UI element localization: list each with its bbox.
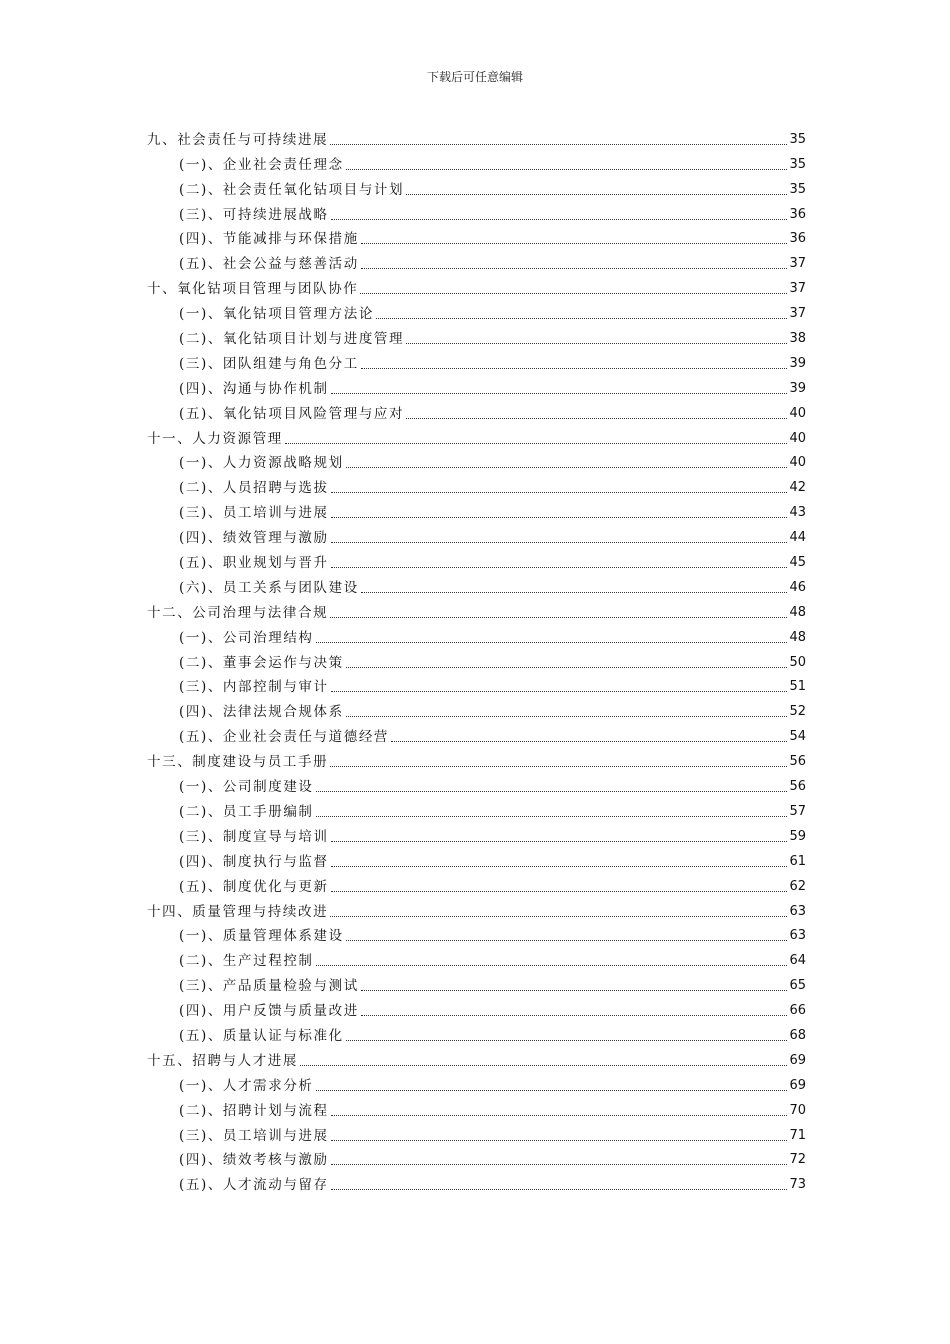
toc-entry-title: (五)、企业社会责任与道德经营 [179,729,390,746]
toc-entry-page-number: 62 [789,878,806,894]
toc-entry-title: (三)、内部控制与审计 [179,679,329,696]
toc-entry-title: (四)、用户反馈与质量改进 [179,1003,359,1020]
toc-entry-title: (一)、人力资源战略规划 [179,455,344,472]
table-of-contents [147,124,806,1194]
toc-entry-page-number: 59 [789,828,806,844]
dot-leader [285,443,788,444]
toc-entry-title: (四)、制度执行与监督 [179,853,329,870]
toc-entry-title: (三)、员工培训与进展 [179,505,329,522]
toc-section-entry[interactable] [147,622,806,647]
toc-entry-title: (三)、制度宣导与培训 [179,828,329,845]
toc-entry-page-number: 63 [789,903,806,919]
dot-leader [406,194,787,195]
toc-entry-page-number: 48 [789,629,806,645]
toc-entry-page-number: 71 [789,1127,806,1143]
dot-leader [331,1115,788,1116]
toc-entry-title: 十、氧化钴项目管理与团队协作 [147,281,359,298]
toc-entry-title: (四)、沟通与协作机制 [179,380,329,397]
toc-entry-title: (五)、社会公益与慈善活动 [179,256,359,273]
toc-section-entry[interactable] [147,1120,806,1145]
toc-entry-title: 十二、公司治理与法律合规 [147,604,329,621]
toc-section-entry[interactable] [147,846,806,871]
toc-entry-title: (二)、氧化钴项目计划与进度管理 [179,331,405,348]
dot-leader [361,368,788,369]
toc-entry-title: (三)、产品质量检验与测试 [179,978,359,995]
toc-entry-title: (三)、可持续进展战略 [179,206,329,223]
toc-entry-title: (六)、员工关系与团队建设 [179,579,359,596]
toc-entry-page-number: 64 [789,953,806,969]
toc-section-entry[interactable] [147,821,806,846]
toc-section-entry[interactable] [147,348,806,373]
toc-entry-title: (五)、人才流动与留存 [179,1177,329,1194]
toc-entry-title: (二)、社会责任氧化钴项目与计划 [179,181,405,198]
toc-section-entry[interactable] [147,472,806,497]
toc-entry-page-number: 73 [789,1177,806,1193]
dot-leader [331,517,788,518]
toc-entry-page-number: 63 [789,928,806,944]
toc-entry-title: (五)、制度优化与更新 [179,878,329,895]
toc-entry-page-number: 40 [789,430,806,446]
dot-leader [361,1015,788,1016]
toc-entry-page-number: 70 [789,1102,806,1118]
toc-entry-page-number: 45 [789,555,806,571]
toc-section-entry[interactable] [147,1070,806,1095]
toc-entry-page-number: 36 [789,206,806,222]
toc-section-entry[interactable] [147,1095,806,1120]
dot-leader [361,990,788,991]
toc-entry-page-number: 36 [789,231,806,247]
toc-entry-title: (一)、企业社会责任理念 [179,156,344,173]
dot-leader [316,642,788,643]
toc-entry-page-number: 37 [789,306,806,322]
toc-entry-title: (二)、生产过程控制 [179,953,314,970]
dot-leader [316,965,788,966]
toc-entry-page-number: 35 [789,131,806,147]
toc-chapter-entry[interactable] [147,124,806,149]
toc-entry-title: (二)、人员招聘与选拔 [179,480,329,497]
dot-leader [331,393,788,394]
dot-leader [360,293,787,294]
dot-leader [331,891,788,892]
page-header: 下载后可任意编辑 [426,70,523,84]
dot-leader [346,467,788,468]
toc-entry-page-number: 39 [789,355,806,371]
toc-entry-page-number: 40 [789,405,806,421]
dot-leader [330,766,787,767]
toc-section-entry[interactable] [147,771,806,796]
toc-entry-page-number: 35 [789,181,806,197]
dot-leader [391,741,787,742]
toc-section-entry[interactable] [147,298,806,323]
dot-leader [316,1090,788,1091]
dot-leader [316,816,788,817]
toc-section-entry[interactable] [147,497,806,522]
toc-entry-page-number: 46 [789,579,806,595]
toc-entry-title: (四)、节能减排与环保措施 [179,231,359,248]
dot-leader [300,1065,787,1066]
toc-entry-page-number: 54 [789,729,806,745]
toc-entry-title: 十五、招聘与人才进展 [147,1052,298,1069]
toc-entry-title: (一)、公司制度建设 [179,779,314,796]
toc-entry-page-number: 69 [789,1052,806,1068]
toc-entry-page-number: 66 [789,1003,806,1019]
toc-chapter-entry[interactable] [147,423,806,448]
dot-leader [331,219,788,220]
toc-section-entry[interactable] [147,547,806,572]
dot-leader [330,916,787,917]
dot-leader [346,169,788,170]
toc-entry-title: (五)、质量认证与标准化 [179,1027,344,1044]
toc-section-entry[interactable] [147,448,806,473]
toc-entry-page-number: 39 [789,380,806,396]
toc-entry-title: 十四、质量管理与持续改进 [147,903,329,920]
toc-entry-title: (二)、招聘计划与流程 [179,1102,329,1119]
toc-entry-title: (三)、团队组建与角色分工 [179,355,359,372]
toc-section-entry[interactable] [147,522,806,547]
toc-section-entry[interactable] [147,871,806,896]
toc-entry-page-number: 56 [789,779,806,795]
dot-leader [331,866,788,867]
toc-entry-title: (五)、职业规划与晋升 [179,555,329,572]
toc-entry-page-number: 61 [789,853,806,869]
toc-entry-page-number: 56 [789,754,806,770]
toc-entry-page-number: 37 [789,256,806,272]
dot-leader [331,841,788,842]
toc-section-entry[interactable] [147,149,806,174]
toc-section-entry[interactable] [147,672,806,697]
dot-leader [331,492,788,493]
toc-entry-title: (四)、法律法规合规体系 [179,704,344,721]
toc-entry-page-number: 65 [789,978,806,994]
toc-section-entry[interactable] [147,945,806,970]
dot-leader [316,791,788,792]
toc-entry-title: 九、社会责任与可持续进展 [147,131,329,148]
dot-leader [331,1164,788,1165]
toc-entry-title: (二)、董事会运作与决策 [179,654,344,671]
toc-entry-page-number: 38 [789,331,806,347]
toc-entry-title: (一)、人才需求分析 [179,1077,314,1094]
toc-chapter-entry[interactable] [147,273,806,298]
toc-entry-page-number: 37 [789,281,806,297]
toc-section-entry[interactable] [147,1145,806,1170]
dot-leader [361,592,788,593]
dot-leader [406,418,787,419]
toc-entry-page-number: 44 [789,530,806,546]
toc-entry-page-number: 43 [789,505,806,521]
toc-entry-title: 十一、人力资源管理 [147,430,283,447]
toc-section-entry[interactable] [147,398,806,423]
toc-section-entry[interactable] [147,796,806,821]
toc-entry-page-number: 40 [789,455,806,471]
toc-entry-title: (四)、绩效管理与激励 [179,530,329,547]
toc-section-entry[interactable] [147,199,806,224]
dot-leader [330,617,787,618]
toc-entry-page-number: 48 [789,604,806,620]
toc-entry-page-number: 35 [789,156,806,172]
toc-section-entry[interactable] [147,696,806,721]
toc-entry-title: (三)、员工培训与进展 [179,1127,329,1144]
toc-entry-page-number: 52 [789,704,806,720]
toc-chapter-entry[interactable] [147,746,806,771]
toc-entry-title: (四)、绩效考核与激励 [179,1152,329,1169]
toc-section-entry[interactable] [147,174,806,199]
dot-leader [331,1189,788,1190]
dot-leader [361,243,788,244]
toc-entry-page-number: 69 [789,1077,806,1093]
dot-leader [331,691,788,692]
toc-chapter-entry[interactable] [147,896,806,921]
toc-entry-title: (一)、公司治理结构 [179,629,314,646]
toc-section-entry[interactable] [147,921,806,946]
toc-chapter-entry[interactable] [147,597,806,622]
dot-leader [346,940,788,941]
toc-entry-page-number: 42 [789,480,806,496]
toc-section-entry[interactable] [147,224,806,249]
toc-section-entry[interactable] [147,1020,806,1045]
dot-leader [331,567,788,568]
toc-entry-page-number: 57 [789,803,806,819]
dot-leader [331,542,788,543]
toc-section-entry[interactable] [147,373,806,398]
dot-leader [346,667,788,668]
toc-section-entry[interactable] [147,248,806,273]
toc-entry-page-number: 51 [789,679,806,695]
toc-entry-page-number: 68 [789,1027,806,1043]
toc-section-entry[interactable] [147,323,806,348]
toc-section-entry[interactable] [147,995,806,1020]
dot-leader [361,268,788,269]
toc-section-entry[interactable] [147,721,806,746]
toc-section-entry[interactable] [147,572,806,597]
dot-leader [376,318,788,319]
dot-leader [406,343,787,344]
toc-section-entry[interactable] [147,1169,806,1194]
toc-entry-page-number: 50 [789,654,806,670]
dot-leader [330,144,787,145]
toc-entry-page-number: 72 [789,1152,806,1168]
toc-entry-title: (一)、氧化钴项目管理方法论 [179,306,374,323]
toc-entry-title: (二)、员工手册编制 [179,803,314,820]
toc-entry-title: 十三、制度建设与员工手册 [147,754,329,771]
toc-entry-title: (一)、质量管理体系建设 [179,928,344,945]
toc-section-entry[interactable] [147,970,806,995]
toc-chapter-entry[interactable] [147,1045,806,1070]
toc-section-entry[interactable] [147,647,806,672]
toc-entry-title: (五)、氧化钴项目风险管理与应对 [179,405,405,422]
dot-leader [346,716,788,717]
dot-leader [331,1140,788,1141]
dot-leader [346,1040,788,1041]
